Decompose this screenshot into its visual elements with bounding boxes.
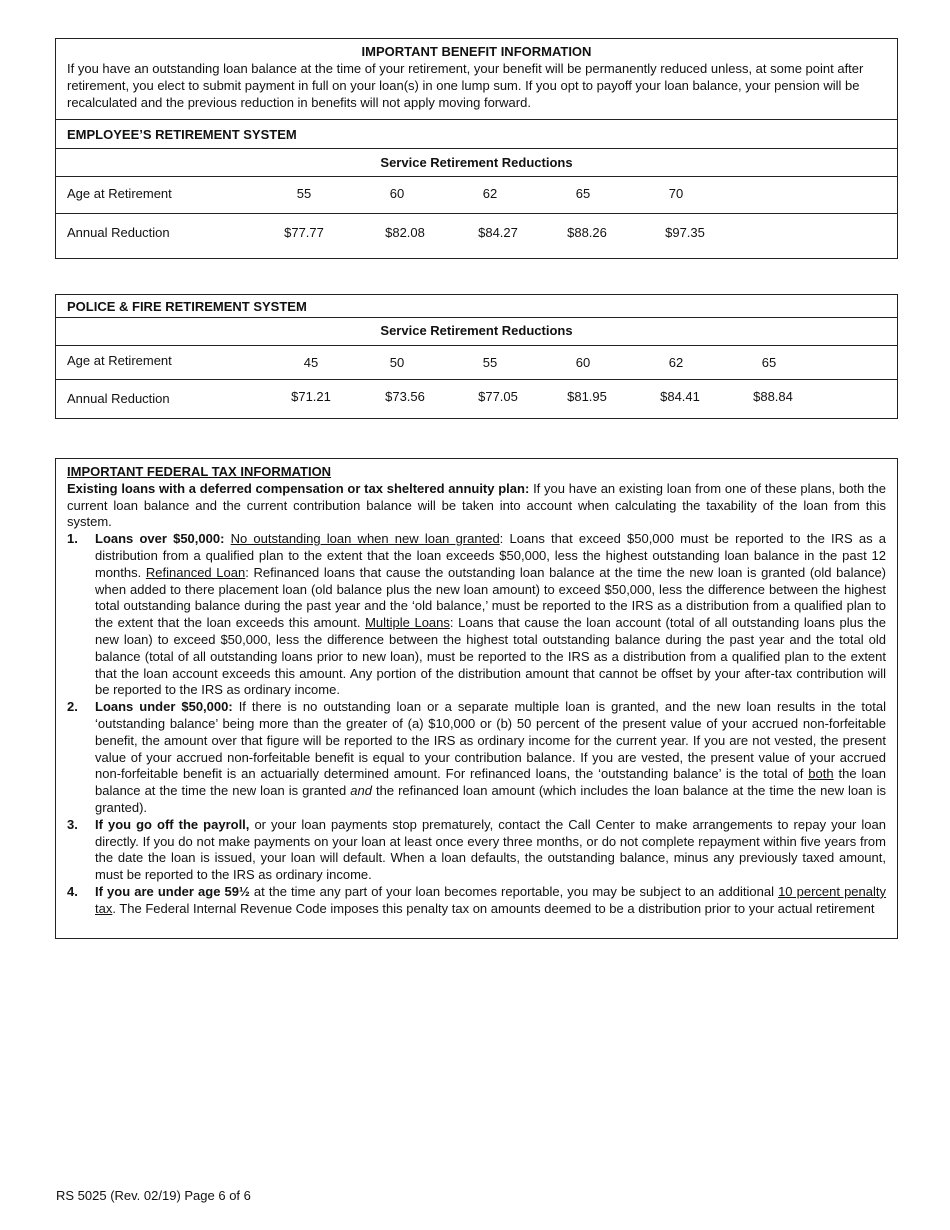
ers-reduction-row bbox=[56, 213, 897, 255]
item-text: or your loan payments stop prematurely, contact the Call Center to make arrangements to repay your loan directly. If you do not make payments on your loan at least once every three months, or do not complete repayment within five years from the date the loan is issued, your loan will default. When a loan defaults, the outstanding balance, minus any previously taxed amount, must be reported to the IRS as ordinary income. bbox=[95, 816, 886, 883]
item-text: at the time any part of your loan becomes reportable, you may be subject to an additional bbox=[249, 883, 779, 899]
ers-age-cell: 70 bbox=[668, 186, 684, 201]
item-subheading: Multiple Loans bbox=[365, 615, 450, 631]
ers-age-row bbox=[56, 176, 897, 213]
item-subheading: Refinanced Loan bbox=[145, 564, 246, 580]
item-text: : Refinanced loans that cause the outstanding loan balance at the time the new loan is granted (old balance) when added to there placement loan (old balance plus the new loan amount) to exceed $50,000, less the difference between the highest total outstanding balance during the past year and the ‘old balance,’ must be reported to the IRS as a distribution from a qualified plan to the extent that the loan exceeds this amount. bbox=[95, 564, 887, 631]
item-heading: If you are under age 59½ bbox=[95, 883, 250, 899]
item-subheading: No outstanding loan when new loan granted bbox=[230, 531, 500, 547]
ers-age-cell: 62 bbox=[482, 186, 498, 201]
benefit-header bbox=[56, 39, 897, 119]
item-emphasis: 10 percent penalty tax bbox=[95, 883, 886, 916]
item-text: . The Federal Internal Revenue Code imposes this penalty tax on amounts deemed to be a distribution prior to your actual retirement bbox=[112, 900, 875, 916]
pfrs-reduction-cell: $84.41 bbox=[660, 389, 700, 404]
item-heading: Loans under $50,000: bbox=[95, 699, 233, 715]
pfrs-age-label: Age at Retirement bbox=[67, 353, 172, 368]
pfrs-reduction-cell: $73.56 bbox=[385, 389, 425, 404]
pfrs-title: POLICE & FIRE RETIREMENT SYSTEM bbox=[67, 299, 307, 314]
ers-reduction-label: Annual Reduction bbox=[67, 225, 170, 240]
item-emphasis: and bbox=[350, 783, 372, 799]
pfrs-age-cell: 62 bbox=[668, 355, 684, 370]
item-number: 2. bbox=[67, 699, 78, 715]
pfrs-reduction-label: Annual Reduction bbox=[67, 391, 170, 406]
item-text: If there is no outstanding loan or a separate multiple loan is granted, and the new loan results in the total ‘outstanding balance’ being more than the greater of (a) $10,000 or (b) 50 percent of the present value of your accrued non-forfeitable benefit, the amount over that figure will be reported to the IRS as ordinary income for the current year. If you are not vested, the present value of your accrued non-forfeitable benefit is equal to your contribution balance. If you are vested, the present value of your accrued non-forfeitable benefit is an actuarially determined amount. For refinanced loans, the ‘outstanding balance’ is the total of bbox=[95, 699, 886, 782]
pfrs-reduction-cell: $71.21 bbox=[291, 389, 331, 404]
pfrs-reduction-cell: $77.05 bbox=[478, 389, 518, 404]
item-text: the loan balance at the time the new loan is granted bbox=[95, 766, 887, 799]
list-item bbox=[67, 884, 886, 918]
ers-title: EMPLOYEE’S RETIREMENT SYSTEM bbox=[67, 127, 297, 142]
item-emphasis: both bbox=[808, 766, 834, 782]
list-item bbox=[67, 817, 886, 884]
item-heading: Loans over $50,000: bbox=[95, 531, 225, 547]
ers-table bbox=[56, 119, 897, 255]
ers-age-label: Age at Retirement bbox=[67, 186, 172, 201]
tax-title: IMPORTANT FEDERAL TAX INFORMATION bbox=[67, 464, 332, 479]
pfrs-age-cell: 65 bbox=[761, 355, 777, 370]
pfrs-age-cell: 50 bbox=[389, 355, 405, 370]
list-item bbox=[67, 531, 886, 699]
ers-reduction-cell: $88.26 bbox=[567, 225, 607, 240]
benefit-title: IMPORTANT BENEFIT INFORMATION bbox=[361, 44, 592, 59]
item-text: : Loans that exceed $50,000 must be reported to the IRS as a distribution from a qualified plan to the extent that the loan exceeds $50,000, less the highest outstanding loan balance in the past 12 months. bbox=[95, 531, 886, 580]
ers-subtitle-row bbox=[56, 148, 897, 176]
ers-title-row bbox=[56, 119, 897, 148]
tax-list bbox=[67, 531, 886, 917]
pfrs-reduction-row bbox=[56, 379, 897, 418]
ers-age-cell: 60 bbox=[389, 186, 405, 201]
pfrs-age-cell: 55 bbox=[482, 355, 498, 370]
item-number: 1. bbox=[67, 531, 78, 547]
ers-reduction-cell: $77.77 bbox=[284, 225, 324, 240]
pfrs-subtitle-row bbox=[56, 317, 897, 345]
item-number: 3. bbox=[67, 816, 78, 832]
ers-reduction-cell: $82.08 bbox=[385, 225, 425, 240]
page-footer: RS 5025 (Rev. 02/19) Page 6 of 6 bbox=[56, 1188, 251, 1203]
tax-intro-bold: Existing loans with a deferred compensation or tax sheltered annuity plan: bbox=[67, 480, 530, 496]
pfrs-reduction-cell: $81.95 bbox=[567, 389, 607, 404]
item-text: : Loans that cause the loan account (total of all outstanding loans plus the new loan) to exceed $50,000, less the difference between the highest total outstanding balance during the past year and the total old balance (total of all outstanding loans prior to new loan), must be reported to the IRS as a distribution from a qualified plan to the extent that the loan account exceeds this amount. Any portion of the distribution amount that cannot be offset by your after-tax contribution will be reported to the IRS as ordinary income. bbox=[95, 615, 886, 698]
tax-intro-text: If you have an existing loan from one of these plans, both the current loan balance and the current contribution balance will be taken into account when calculating the taxability of the loan from this system. bbox=[67, 480, 887, 530]
ers-reduction-cell: $97.35 bbox=[665, 225, 705, 240]
ers-reduction-cell: $84.27 bbox=[478, 225, 518, 240]
ers-age-cell: 65 bbox=[575, 186, 591, 201]
pfrs-subtitle: Service Retirement Reductions bbox=[380, 323, 573, 338]
pfrs-age-row bbox=[56, 345, 897, 379]
pfrs-title-row bbox=[56, 295, 897, 317]
ers-age-cell: 55 bbox=[296, 186, 312, 201]
benefit-info-box bbox=[55, 38, 898, 259]
item-number: 4. bbox=[67, 883, 78, 899]
pfrs-age-cell: 45 bbox=[303, 355, 319, 370]
benefit-text: If you have an outstanding loan balance at the time of your retirement, your benefit will be permanently reduced unless, at some point after retirement, you elect to submit payment in full on your loan(s) in one lump sum. If you opt to payoff your loan balance, your pension will be recalculated and the previous reduction in benefits will not apply moving forward. bbox=[67, 61, 864, 110]
pfrs-age-cell: 60 bbox=[575, 355, 591, 370]
pfrs-table bbox=[55, 294, 898, 419]
tax-info-box bbox=[55, 458, 898, 939]
pfrs-reduction-cell: $88.84 bbox=[753, 389, 793, 404]
list-item bbox=[67, 699, 886, 817]
item-heading: If you go off the payroll, bbox=[95, 816, 250, 832]
item-text: the refinanced loan amount (which includes the loan balance at the time the new loan is granted). bbox=[95, 783, 886, 815]
ers-subtitle: Service Retirement Reductions bbox=[380, 155, 573, 170]
tax-intro bbox=[67, 481, 886, 531]
